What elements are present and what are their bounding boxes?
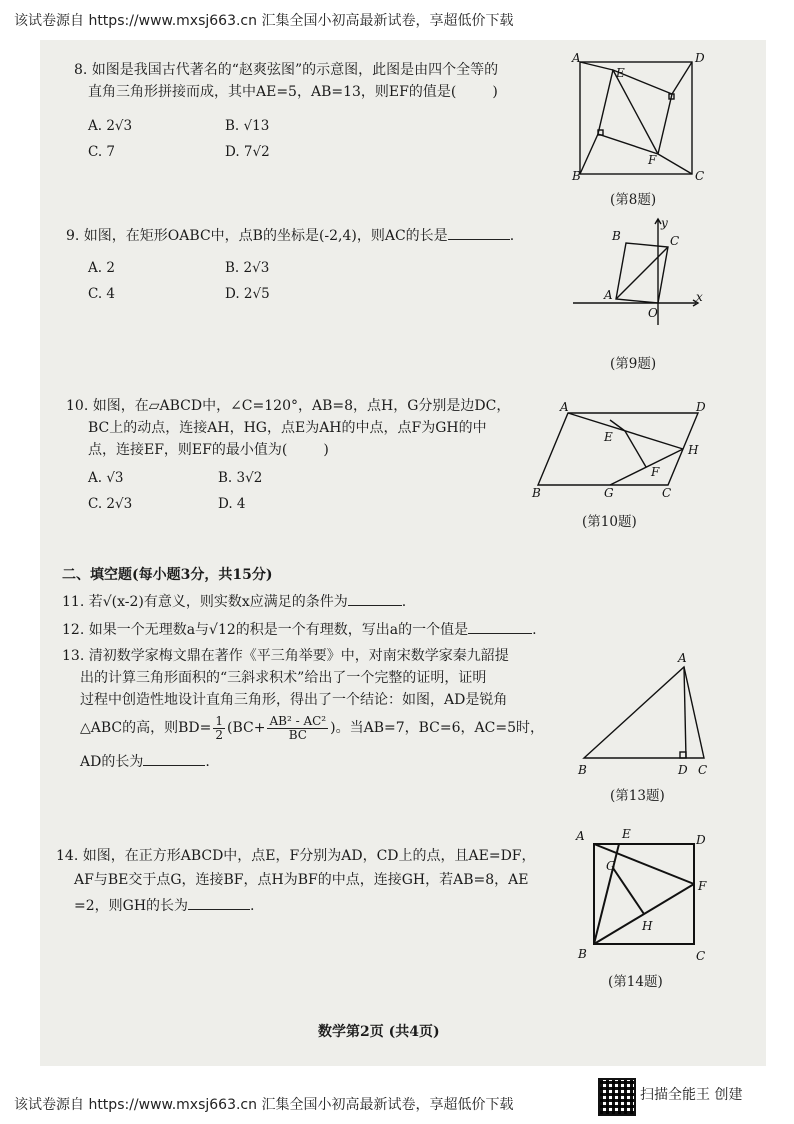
q14-label-d: D [696, 833, 706, 847]
qr-code-icon [598, 1078, 636, 1116]
q14-line2: AF与BE交于点G，连接BF，点H为BF的中点，连接GH，若AB=8，AE [74, 872, 529, 888]
q10-label-h: H [688, 443, 699, 457]
q14-label-g: G [606, 859, 616, 873]
q10-label-b: B [532, 486, 541, 500]
source-header: 该试卷源自 https://www.mxsj663.cn 汇集全国小初高最新试卷，享超低价下载 [14, 13, 514, 29]
q13-line3: 过程中创造性地设计直角三角形，得出了一个结论：如图，AD是锐角 [80, 692, 508, 708]
q9-label-y: y [661, 216, 668, 230]
q13-line1: 13. 清初数学家梅文鼎在著作《平三角举要》中，对南宋数学家秦九韶提 [62, 648, 509, 664]
q9-option-b: B. 2√3 [225, 260, 270, 276]
q9-label-x: x [696, 290, 703, 304]
q13-line4: △ABC的高，则BD= $\frac{1}{2}$ (BC+ $\frac{\text{AB² - AC²}}{BC}$ )。当AB=7，BC=6，AC=5时， [80, 713, 544, 742]
q9-option-a: A. 2 [88, 260, 115, 276]
q10-option-c: C. 2√3 [88, 496, 133, 512]
q10-caption: (第10题) [582, 514, 637, 530]
q11-text: 11. 若√(x-2)有意义，则实数x应满足的条件为 . [62, 594, 407, 610]
page-number: 数学第2页 (共4页) [318, 1024, 440, 1040]
q8-label-e: E [616, 66, 625, 80]
q14-label-e: E [622, 827, 631, 841]
q9-label-b: B [612, 229, 621, 243]
q10-figure [528, 398, 713, 503]
q13-label-d: D [678, 763, 688, 777]
q8-figure [568, 50, 708, 188]
section-2-title: 二、填空题(每小题3分，共15分) [62, 567, 273, 583]
q9-label-a: A [604, 288, 613, 302]
q9-label-o: O [648, 306, 658, 320]
q8-caption: (第8题) [610, 192, 657, 208]
q8-label-a: A [572, 51, 581, 65]
q8-label-f: F [648, 153, 657, 167]
source-footer: 该试卷源自 https://www.mxsj663.cn 汇集全国小初高最新试卷，享超低价下载 [14, 1097, 514, 1113]
q8-line2: 直角三角形拼接而成，其中AE=5，AB=13，则EF的值是( ) [88, 84, 498, 100]
q14-label-c: C [696, 949, 706, 963]
q10-line2: BC上的动点，连接AH，HG，点E为AH的中点，点F为GH的中 [88, 420, 487, 436]
q10-label-c: C [662, 486, 672, 500]
scanner-watermark: 扫描全能王 创建 [640, 1087, 743, 1103]
q10-label-d: D [696, 400, 706, 414]
q13-line5: AD的长为 . [80, 754, 210, 770]
q14-label-a: A [576, 829, 585, 843]
q10-line3: 点，连接EF，则EF的最小值为( ) [88, 442, 329, 458]
q8-label-c: C [695, 169, 705, 183]
q13-label-a: A [678, 651, 687, 665]
q9-label-c: C [670, 234, 680, 248]
q13-label-b: B [578, 763, 587, 777]
q10-line1: 10. 如图，在▱ABCD中，∠C=120°，AB=8，点H，G分别是边DC， [66, 398, 511, 414]
q14-caption: (第14题) [608, 974, 663, 990]
q10-label-f: F [651, 465, 660, 479]
q14-label-f: F [698, 879, 707, 893]
q13-caption: (第13题) [610, 788, 665, 804]
q8-option-d: D. 7√2 [225, 144, 270, 160]
q10-option-d: D. 4 [218, 496, 246, 512]
q8-label-d: D [695, 51, 705, 65]
q10-option-b: B. 3√2 [218, 470, 263, 486]
q14-label-b: B [578, 947, 587, 961]
q8-option-a: A. 2√3 [88, 118, 133, 134]
q14-line3: =2，则GH的长为 . [74, 898, 255, 914]
q14-label-h: H [642, 919, 653, 933]
q10-label-e: E [604, 430, 613, 444]
q13-label-c: C [698, 763, 708, 777]
q10-option-a: A. √3 [88, 470, 124, 486]
q13-figure [572, 645, 722, 780]
q8-option-c: C. 7 [88, 144, 116, 160]
q10-label-a: A [560, 400, 569, 414]
q14-line1: 14. 如图，在正方形ABCD中，点E，F分别为AD，CD上的点，且AE=DF， [56, 848, 536, 864]
q10-label-g: G [604, 486, 614, 500]
q9-line1: 9. 如图，在矩形OABC中，点B的坐标是(-2,4)，则AC的长是 . [66, 228, 515, 244]
q9-option-c: C. 4 [88, 286, 116, 302]
q10-parallelogram [538, 413, 698, 485]
q13-line2: 出的计算三角形面积的“三斜求积术”给出了一个完整的证明，证明 [80, 670, 487, 686]
q12-text: 12. 如果一个无理数a与√12的积是一个有理数，写出a的一个值是 . [62, 622, 537, 638]
q9-option-d: D. 2√5 [225, 286, 270, 302]
q13-half-fraction: $\frac{1}{2}$ [215, 713, 224, 742]
q9-figure [568, 215, 708, 330]
q8-line1: 8. 如图是我国古代著名的“赵爽弦图”的示意图，此图是由四个全等的 [74, 62, 499, 78]
q9-caption: (第9题) [610, 356, 657, 372]
q13-altitude-ad [684, 667, 686, 758]
q13-formula-fraction: $\frac{\text{AB² - AC²}}{BC}$ [269, 713, 327, 742]
q8-label-b: B [572, 169, 581, 183]
q14-figure [572, 822, 722, 968]
q8-option-b: B. √13 [225, 118, 270, 134]
